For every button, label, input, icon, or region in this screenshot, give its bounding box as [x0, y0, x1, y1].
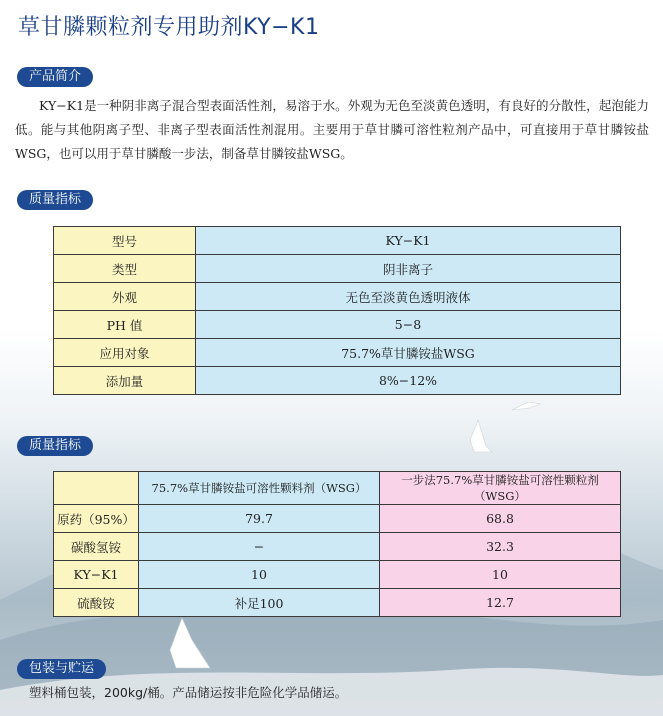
cell-value: 10	[380, 561, 621, 589]
packaging-text: 塑料桶包装，200kg/桶。产品储运按非危险化学品储运。	[29, 685, 348, 700]
section-heading-quality-1: 质量指标	[17, 190, 93, 210]
spec-key: 应用对象	[54, 339, 196, 367]
cell-value: 32.3	[380, 533, 621, 561]
formula-table	[53, 471, 621, 617]
spec-value: 8%−12%	[196, 367, 621, 395]
table-row	[54, 255, 621, 283]
column-header-blank	[54, 472, 139, 505]
spec-value: 5−8	[196, 311, 621, 339]
page-title: 草甘膦颗粒剂专用助剂KY−K1	[18, 15, 320, 40]
table-row	[54, 561, 621, 589]
spec-value: 75.7%草甘膦铵盐WSG	[196, 339, 621, 367]
table-header-row	[54, 472, 621, 505]
spec-key: 类型	[54, 255, 196, 283]
spec-value: KY−K1	[196, 227, 621, 255]
column-header-wsg: 75.7%草甘膦铵盐可溶性颗料剂（WSG）	[139, 472, 380, 505]
table-row	[54, 311, 621, 339]
row-label: KY−K1	[54, 561, 139, 589]
section-heading-intro: 产品简介	[17, 67, 93, 87]
cell-value: 68.8	[380, 505, 621, 533]
table-row	[54, 589, 621, 617]
column-header-one-step-wsg: 一步法75.7%草甘膦铵盐可溶性颗粒剂（WSG）	[380, 472, 621, 505]
section-heading-packaging: 包装与贮运	[17, 659, 106, 679]
cell-value: 79.7	[139, 505, 380, 533]
section-heading-quality-2: 质量指标	[17, 436, 93, 456]
spec-key: PH 值	[54, 311, 196, 339]
table-row	[54, 227, 621, 255]
spec-key: 外观	[54, 283, 196, 311]
spec-key: 型号	[54, 227, 196, 255]
cell-value: 12.7	[380, 589, 621, 617]
table-row	[54, 505, 621, 533]
row-label: 原药（95%）	[54, 505, 139, 533]
spec-value: 阴非离子	[196, 255, 621, 283]
row-label: 碳酸氢铵	[54, 533, 139, 561]
spec-key: 添加量	[54, 367, 196, 395]
intro-paragraph: KY−K1是一种阴非离子混合型表面活性剂，易溶于水。外观为无色至淡黄色透明，有良好的分散性，起泡能力低。能与其他阴离子型、非离子型表面活性剂混用。主要用于草甘膦可溶性粒剂产品中，可直接用于草甘膦铵盐WSG，也可以用于草甘膦酸一步法，制备草甘膦铵盐WSG。	[15, 98, 649, 161]
cell-value: 10	[139, 561, 380, 589]
spec-value: 无色至淡黄色透明液体	[196, 283, 621, 311]
row-label: 硫酸铵	[54, 589, 139, 617]
table-row	[54, 283, 621, 311]
table-row	[54, 533, 621, 561]
spec-table	[53, 226, 621, 395]
cell-value: −	[139, 533, 380, 561]
cell-value: 补足100	[139, 589, 380, 617]
table-row	[54, 339, 621, 367]
table-row	[54, 367, 621, 395]
